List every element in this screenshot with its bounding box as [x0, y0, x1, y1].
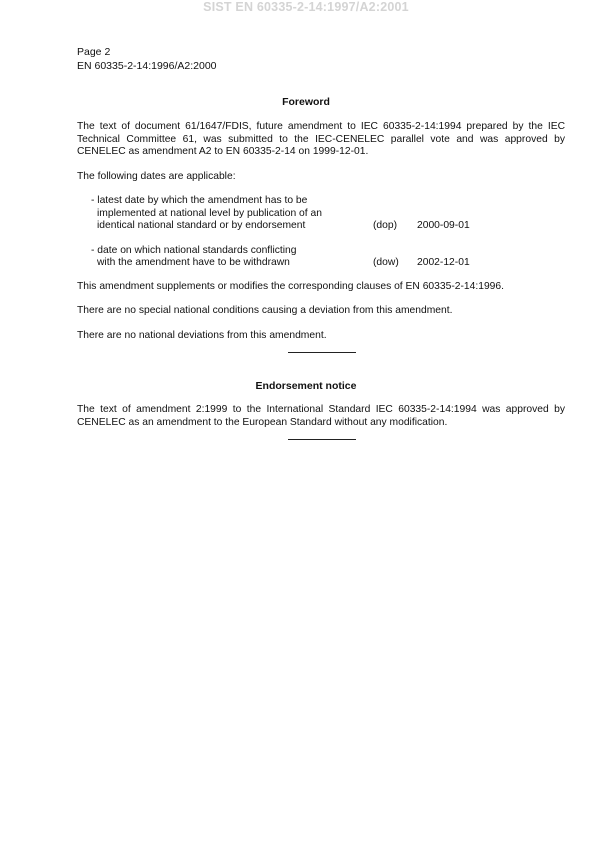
date-item-dop [91, 195, 511, 233]
date-description-line: with the amendment have to be withdrawn [97, 257, 290, 269]
document-reference: EN 60335-2-14:1996/A2:2000 [77, 59, 217, 72]
date-description-line: implemented at national level by publication of an [97, 207, 322, 219]
foreword-heading: Foreword [282, 96, 330, 108]
applicable-dates-list [91, 195, 511, 270]
section-divider [288, 352, 356, 353]
end-divider [288, 439, 356, 440]
date-description-line: identical national standard or by endorsement [97, 220, 306, 232]
watermark: SIST EN 60335-2-14:1997/A2:2001 [203, 0, 409, 14]
date-description-line: - date on which national standards conflicting [91, 244, 297, 256]
foreword-paragraph-4: There are no special national conditions causing a deviation from this amendment. [77, 305, 453, 316]
endorsement-heading: Endorsement notice [255, 380, 357, 392]
page-number: Page 2 [77, 46, 111, 58]
foreword-paragraph-5: There are no national deviations from this amendment. [77, 330, 327, 341]
endorsement-paragraph: The text of amendment 2:1999 to the International Standard IEC 60335-2-14:1994 was approved by CENELEC as an amendment to the European Standard without any modification. [77, 404, 565, 428]
foreword-paragraph-2: The following dates are applicable: [77, 171, 236, 182]
page-header [77, 46, 217, 73]
date-value: 2002-12-01 [417, 257, 470, 269]
date-item-dow [91, 245, 511, 270]
date-abbreviation: (dop) [373, 220, 398, 232]
date-value: 2000-09-01 [417, 220, 470, 232]
foreword-paragraph-1: The text of document 61/1647/FDIS, future amendment to IEC 60335-2-14:1994 prepared by the IEC Technical Committee 61, was submitted to the IEC-CENELEC parallel vote and was approved by CENELEC as amendment A2 to EN 60335-2-14 on 1999-12-01. [77, 121, 565, 158]
date-description-line: - latest date by which the amendment has to be [91, 195, 308, 206]
foreword-paragraph-3: This amendment supplements or modifies the corresponding clauses of EN 60335-2-14:1996. [77, 281, 504, 292]
date-abbreviation: (dow) [373, 257, 399, 269]
